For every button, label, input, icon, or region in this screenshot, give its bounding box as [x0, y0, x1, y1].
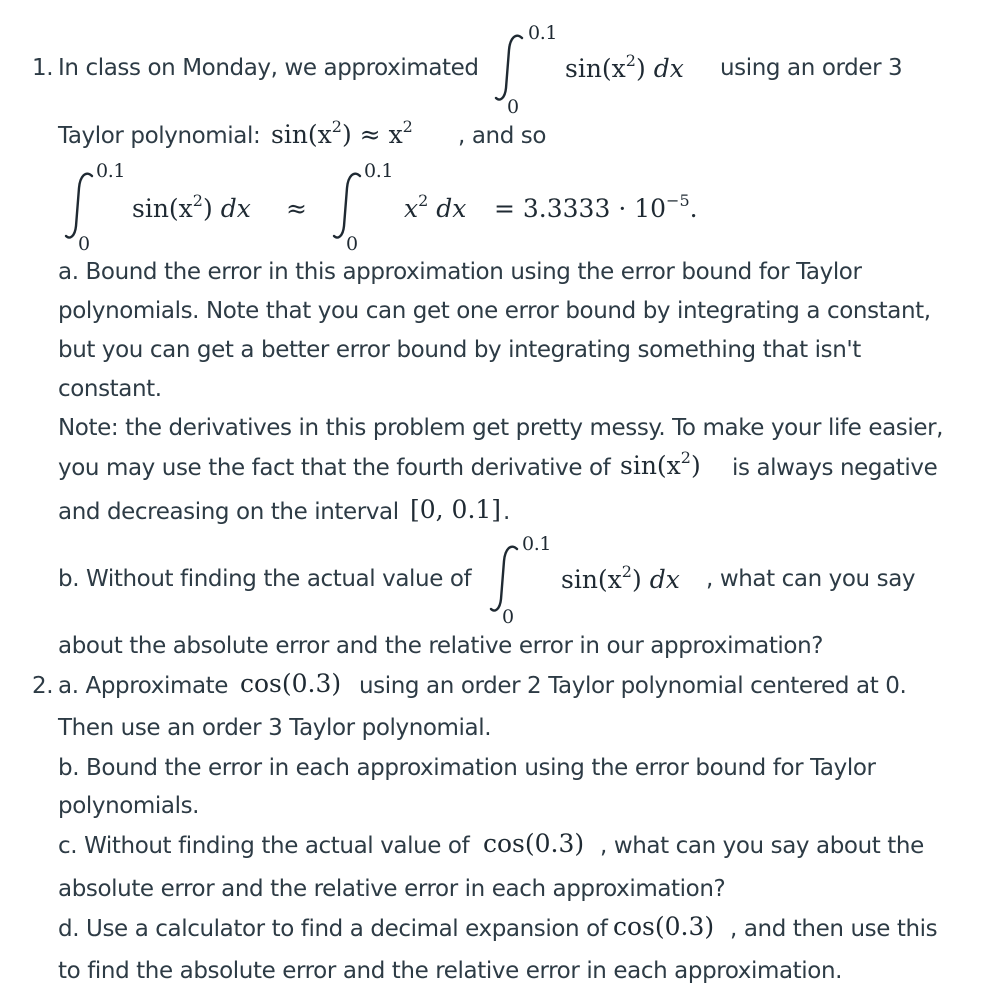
note-line: you may use the fact that the fourth derivative of — [58, 455, 611, 481]
integral-upper-limit: 0.1 — [364, 160, 394, 182]
note-period: . — [503, 499, 510, 525]
integrand: $\sin(x^2)$ dx — [132, 191, 251, 223]
part-a-line: polynomials. Note that you can get one error bound by integrating a constant, — [58, 298, 931, 324]
integral-upper-limit: 0.1 — [522, 533, 552, 555]
part-b-line: about the absolute error and the relative error in our approximation? — [58, 633, 824, 659]
part-a-tail: using an order 2 Taylor polynomial centered at 0. — [359, 673, 907, 699]
part-b-tail: , what can you say — [706, 566, 916, 592]
approx-result: = $3.3333 \cdot 10^{-5}$. — [494, 191, 698, 223]
cos-expression: cos(0.3) — [613, 912, 715, 941]
integral-lower-limit: 0 — [507, 96, 519, 118]
part-a-line: a. Bound the error in this approximation using the error bound for Taylor — [58, 259, 862, 285]
problem-1-intro-tail: using an order 3 — [720, 55, 903, 81]
integral-lower-limit: 0 — [346, 233, 358, 255]
cos-expression: cos(0.3) — [240, 669, 342, 698]
part-b-line: b. Bound the error in each approximation using the error bound for Taylor — [58, 755, 876, 781]
integral-lower-limit: 0 — [502, 606, 514, 628]
part-a-line: but you can get a better error bound by integrating something that isn't — [58, 337, 861, 363]
part-d-line: to find the absolute error and the relative error in each approximation. — [58, 958, 843, 984]
note-line: and decreasing on the interval — [58, 499, 399, 525]
problem-1-number: 1. — [32, 55, 54, 81]
integral-sign — [487, 543, 523, 615]
part-a-intro: a. Approximate — [58, 673, 229, 699]
integrand: $\sin(x^2)$ dx — [565, 51, 684, 83]
integrand: $\sin(x^2)$ dx — [561, 562, 680, 594]
part-a-line: Then use an order 3 Taylor polynomial. — [58, 715, 492, 741]
part-c-intro: c. Without finding the actual value of — [58, 833, 470, 859]
integral-sign — [62, 170, 98, 242]
integral-lower-limit: 0 — [78, 233, 90, 255]
problem-2-number: 2. — [32, 673, 54, 699]
integral-sign — [492, 32, 528, 104]
taylor-approx: $\sin(x^2) \approx x^2$ — [271, 117, 413, 149]
cos-expression: cos(0.3) — [483, 829, 585, 858]
note-line-tail: is always negative — [732, 455, 938, 481]
note-line: Note: the derivatives in this problem get pretty messy. To make your life easier, — [58, 415, 944, 441]
integral-upper-limit: 0.1 — [96, 160, 126, 182]
integral-sign — [330, 170, 366, 242]
part-c-line: absolute error and the relative error in each approximation? — [58, 876, 726, 902]
rhs-integrand: $x^2$ dx — [404, 191, 467, 223]
part-b-intro: b. Without finding the actual value of — [58, 566, 472, 592]
problem-1-intro: In class on Monday, we approximated — [58, 55, 479, 81]
part-c-tail: , what can you say about the — [600, 833, 924, 859]
interval: [0, 0.1] — [410, 495, 502, 524]
and-so: , and so — [458, 123, 547, 149]
part-a-line: constant. — [58, 376, 162, 402]
part-d-intro: d. Use a calculator to find a decimal expansion of — [58, 916, 608, 942]
note-math: $\sin(x^2)$ — [620, 448, 701, 480]
taylor-label: Taylor polynomial: — [58, 123, 261, 149]
part-b-line: polynomials. — [58, 793, 200, 819]
part-d-tail: , and then use this — [730, 916, 938, 942]
integral-upper-limit: 0.1 — [528, 22, 558, 44]
approx-symbol: ≈ — [286, 194, 307, 223]
